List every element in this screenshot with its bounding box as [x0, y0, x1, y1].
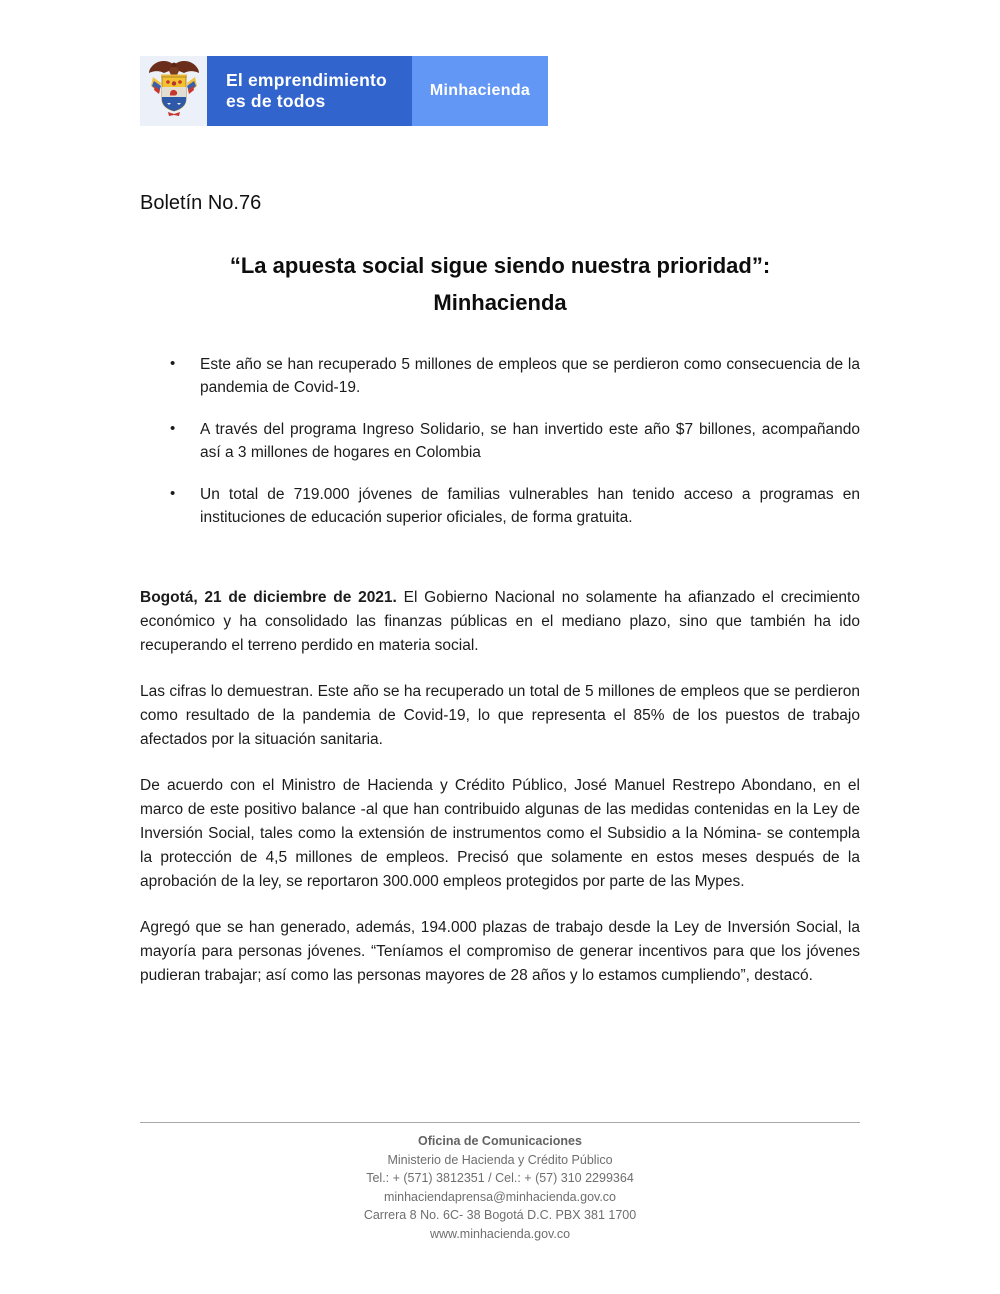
document-footer [140, 1122, 860, 1243]
body-text [140, 586, 860, 1010]
paragraph-body: Agregó que se han generado, además, 194.000 plazas de trabajo desde la Ley de Inversión Social, la mayoría para personas jóvenes. “Teníamos el compromiso de generar incentivos para que los jóvenes pudieran trabajar; así como las personas mayores de 28 años y lo estamos cumpliendo”, destacó. [140, 919, 860, 984]
paragraph-lead: Bogotá, 21 de diciembre de 2021. [140, 589, 397, 606]
paragraph [140, 774, 860, 894]
footer-office: Oficina de Comunicaciones [418, 1134, 582, 1148]
paragraph-body: Las cifras lo demuestran. Este año se ha recuperado un total de 5 millones de empleos que se perdieron como resultado de la pandemia de Covid-19, lo que representa el 85% de los puestos de trabajo afectados por la situación sanitaria. [140, 683, 860, 748]
government-header-banner [140, 56, 548, 126]
paragraph [140, 916, 860, 988]
motto-line2: es de todos [226, 91, 326, 111]
list-item [140, 354, 860, 399]
paragraph [140, 680, 860, 752]
logo-box [140, 56, 207, 126]
paragraph-body: El Gobierno Nacional no solamente ha afianzado el crecimiento económico y ha consolidado las finanzas públicas en el mediano plazo, sino que también ha ido recuperando el terreno perdido en materia social. [140, 589, 860, 654]
bullet-marker: • [170, 485, 176, 502]
highlights-list [140, 354, 860, 549]
title-line2: Minhacienda [433, 290, 567, 315]
bullet-marker: • [170, 420, 176, 437]
footer-email: minhaciendaprensa@minhacienda.gov.co [383, 1189, 617, 1204]
list-item [140, 419, 860, 464]
footer-phones: Tel.: + (571) 3812351 / Cel.: + (57) 310 2299364 [366, 1171, 634, 1185]
document-title [140, 247, 860, 321]
paragraph-body: De acuerdo con el Ministro de Hacienda y Crédito Público, José Manuel Restrepo Abondano, en el marco de este positivo balance -al que han contribuido algunas de las medidas contenidas en la Ley de Inversión Social, tales como la extensión de instrumentos como el Subsidio a la Nómina- se contempla la protección de 4,5 millones de empleos. Precisó que solamente en estos meses después de la aprobación de la ley, se reportaron 300.000 empleos protegidos por parte de las Mypes. [140, 777, 860, 890]
bullet-text: Este año se han recuperado 5 millones de empleos que se perdieron como consecuencia de la pandemia de Covid-19. [200, 356, 860, 396]
footer-ministry: Ministerio de Hacienda y Crédito Público [387, 1152, 613, 1167]
paragraph [140, 586, 860, 658]
colombia-coat-of-arms-icon [147, 59, 201, 124]
list-item [140, 484, 860, 529]
bullet-text: Un total de 719.000 jóvenes de familias vulnerables han tenido acceso a programas en instituciones de educación superior oficiales, de forma gratuita. [200, 486, 860, 526]
footer-address: Carrera 8 No. 6C- 38 Bogotá D.C. PBX 381 1700 [363, 1208, 637, 1222]
title-line1: “La apuesta social sigue siendo nuestra prioridad”: [229, 253, 771, 278]
motto-box [207, 56, 412, 126]
footer-website: www.minhacienda.gov.co [429, 1226, 571, 1241]
bullet-text: A través del programa Ingreso Solidario, se han invertido este año $7 billones, acompañando así a 3 millones de hogares en Colombia [200, 421, 860, 461]
bullet-marker: • [170, 355, 176, 372]
motto-line1: El emprendimiento [226, 70, 387, 90]
bulletin-number: Boletín No.76 [140, 192, 262, 214]
brand-label: Minhacienda [412, 56, 548, 126]
